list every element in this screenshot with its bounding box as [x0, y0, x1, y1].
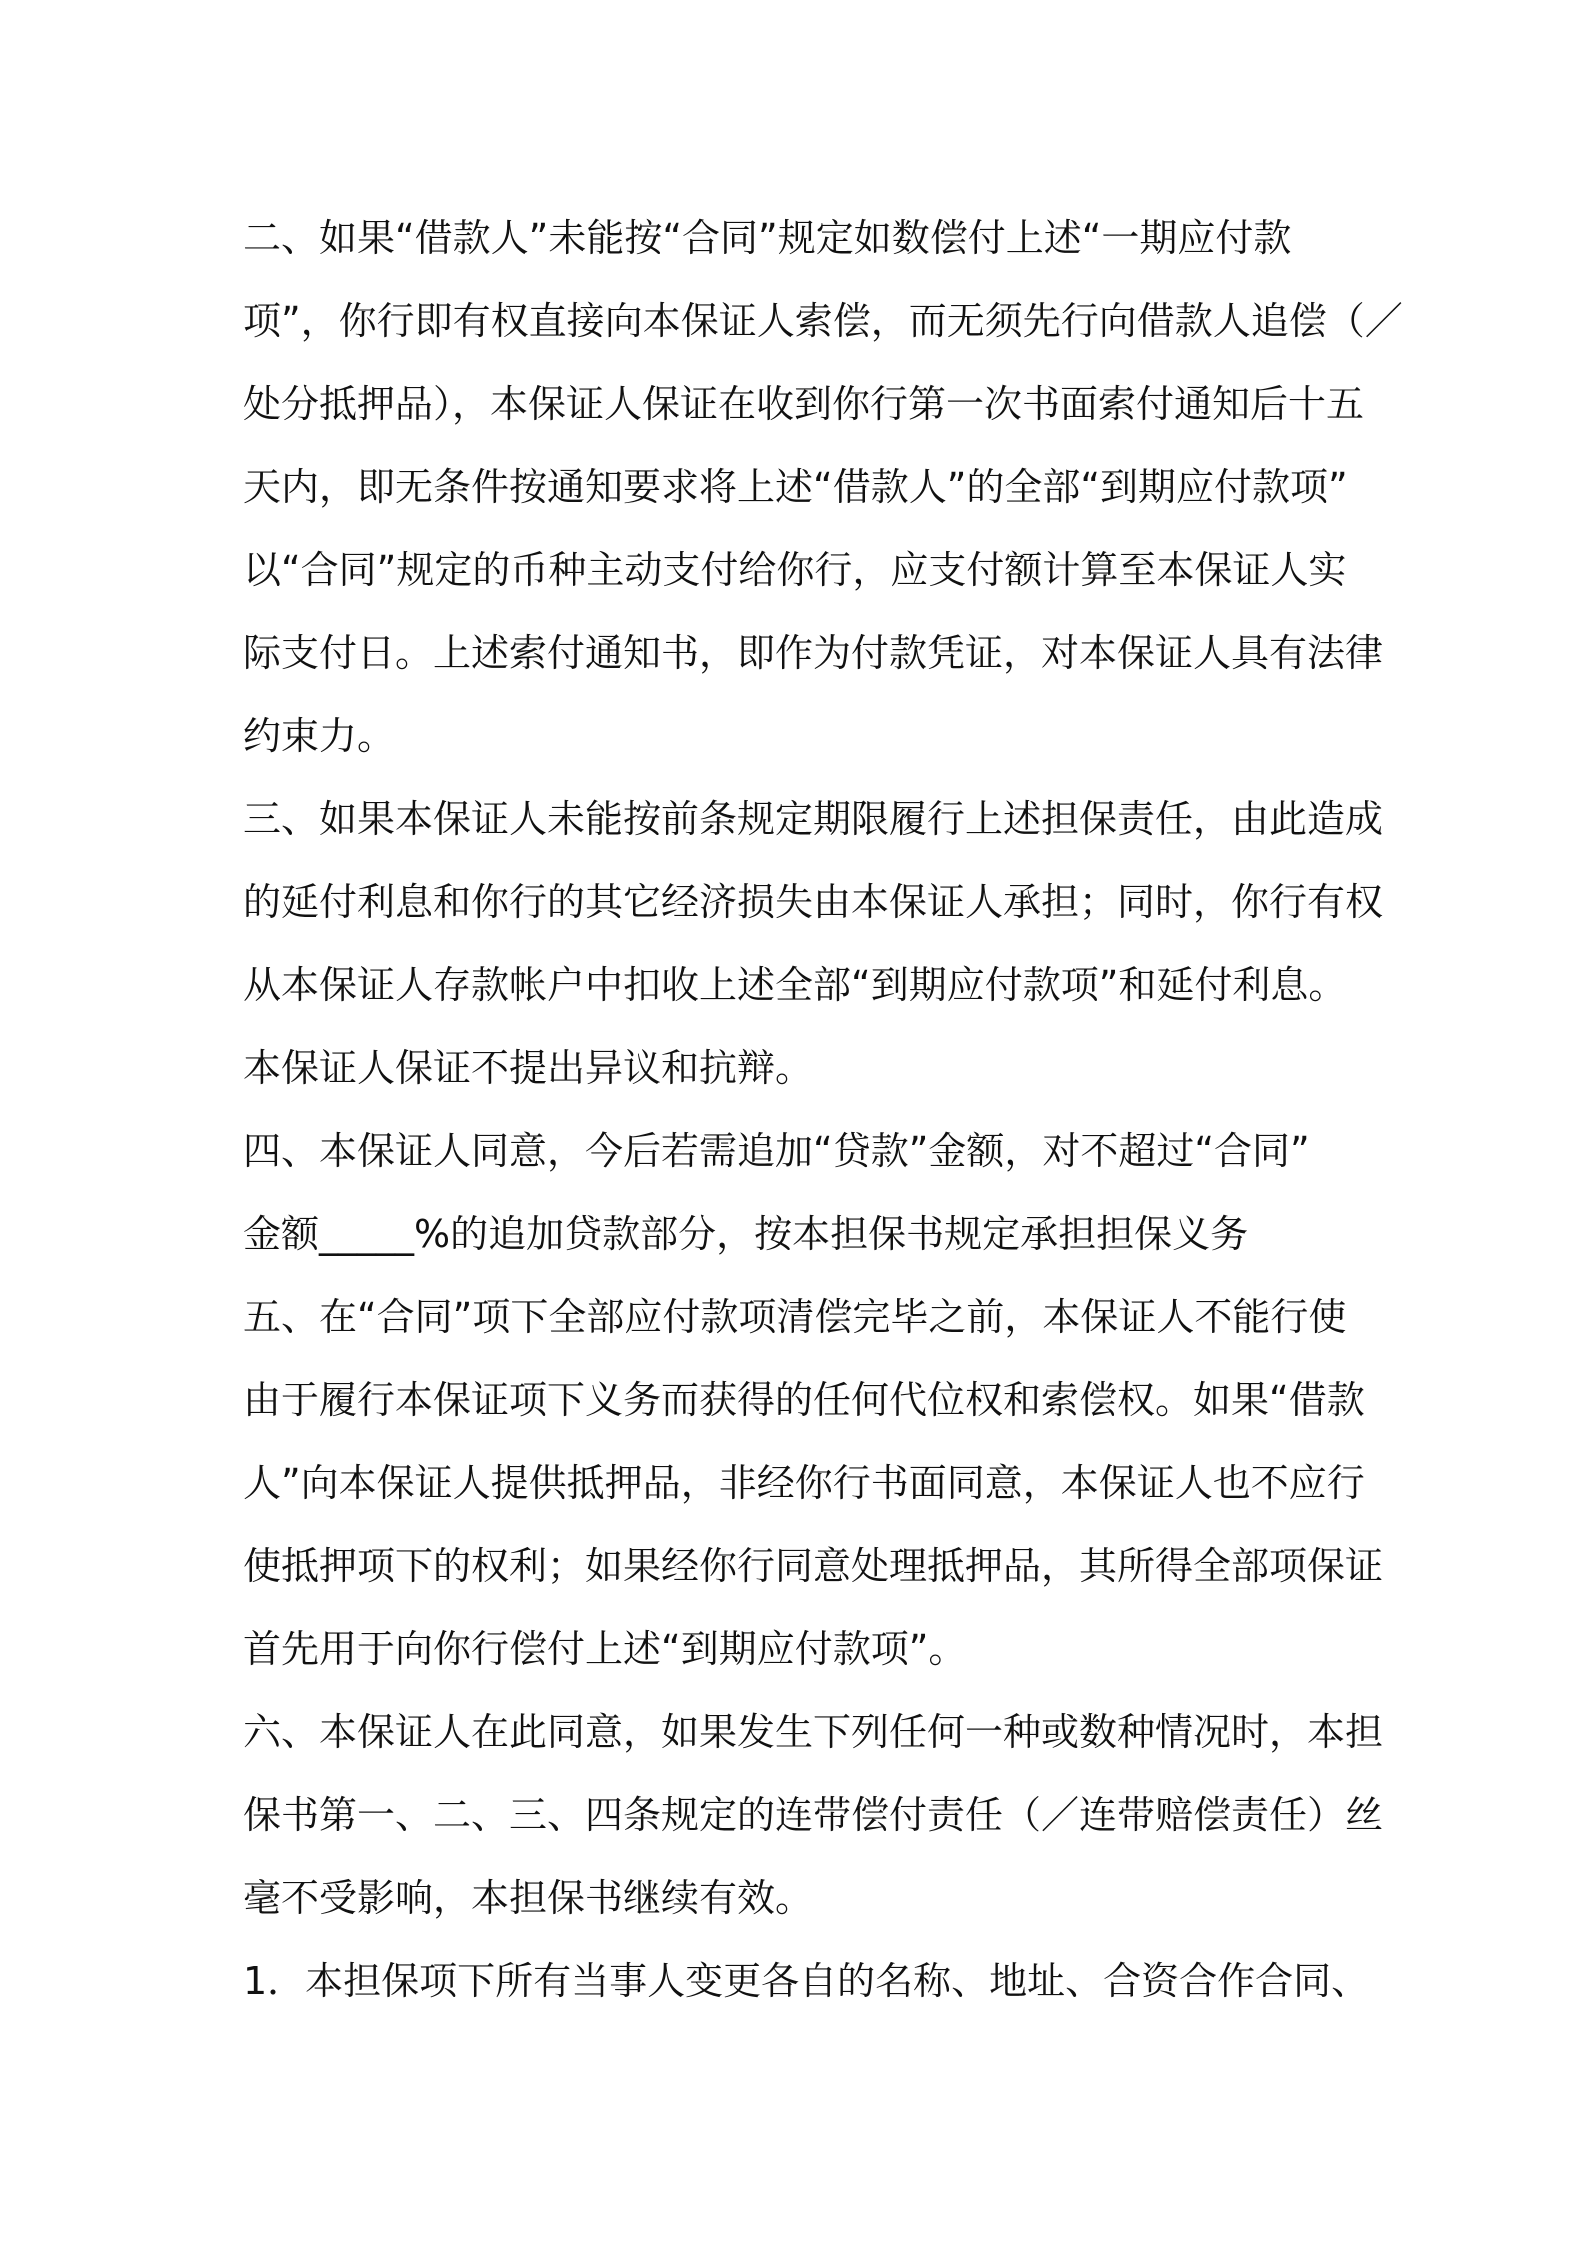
text-line: 六、本保证人在此同意，如果发生下列任何一种或数种情况时，本担 — [243, 1710, 1384, 1754]
text-line: 四、本保证人同意，今后若需追加“贷款”金额，对不超过“合同” — [243, 1129, 1310, 1173]
text-line: 从本保证人存款帐户中扣收上述全部“到期应付款项”和延付利息。 — [243, 963, 1347, 1007]
text-line: 首先用于向你行偿付上述“到期应付款项”。 — [243, 1627, 967, 1671]
text-line: 际支付日。上述索付通知书，即作为付款凭证，对本保证人具有法律 — [243, 631, 1384, 675]
text-line: 约束力。 — [243, 714, 396, 758]
text-line: 三、如果本保证人未能按前条规定期限履行上述担保责任，由此造成 — [243, 797, 1384, 841]
text-line: 处分抵押品），本保证人保证在收到你行第一次书面索付通知后十五 — [243, 382, 1365, 426]
text-line: 的延付利息和你行的其它经济损失由本保证人承担；同时，你行有权 — [243, 880, 1384, 924]
text-line: 五、在“合同”项下全部应付款项清偿完毕之前，本保证人不能行使 — [243, 1295, 1347, 1339]
text-line: 人”向本保证人提供抵押品，非经你行书面同意，本保证人也不应行 — [243, 1461, 1365, 1505]
text-line: 保书第一、二、三、四条规定的连带偿付责任（／连带赔偿责任）丝 — [243, 1793, 1384, 1837]
text-line: 本保证人保证不提出异议和抗辩。 — [243, 1046, 814, 1090]
text-line: 1．本担保项下所有当事人变更各自的名称、地址、合资合作合同、 — [243, 1959, 1370, 2003]
text-line: 金额_____%的追加贷款部分，按本担保书规定承担担保义务 — [243, 1212, 1249, 1256]
text-line: 由于履行本保证项下义务而获得的任何代位权和索偿权。如果“借款 — [243, 1378, 1365, 1422]
text-line: 项”，你行即有权直接向本保证人索偿，而无须先行向借款人追偿（／ — [243, 299, 1403, 343]
text-line: 天内，即无条件按通知要求将上述“借款人”的全部“到期应付款项” — [243, 465, 1348, 509]
text-line: 毫不受影响，本担保书继续有效。 — [243, 1876, 814, 1920]
text-line: 以“合同”规定的币种主动支付给你行，应支付额计算至本保证人实 — [243, 548, 1347, 592]
document-body — [243, 197, 1403, 2023]
text-line: 二、如果“借款人”未能按“合同”规定如数偿付上述“一期应付款 — [243, 216, 1292, 260]
text-line: 使抵押项下的权利；如果经你行同意处理抵押品，其所得全部项保证 — [243, 1544, 1384, 1588]
